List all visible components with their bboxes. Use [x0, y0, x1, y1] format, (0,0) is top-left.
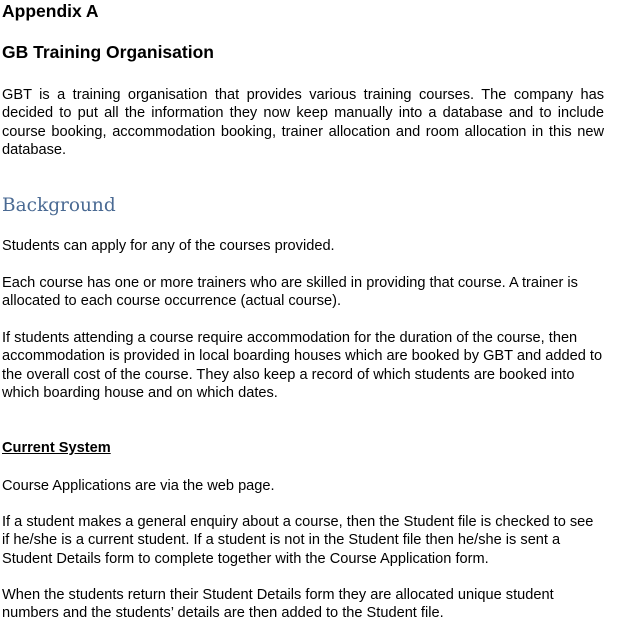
- background-paragraph-2: Each course has one or more trainers who are skilled in providing that course. A trainer is allocated to each course occurrence (actual course).: [2, 275, 578, 310]
- background-paragraph-3: If students attending a course require accommodation for the duration of the course, then accommodation is provided in local boarding houses which are booked by GBT and added to the overall cost of the course. They also keep a record of which students are booked into which boarding house and on which dates.: [2, 330, 603, 402]
- current-system-paragraph-2: If a student makes a general enquiry about a course, then the Student file is checked to see if he/she is a current student. If a student is not in the Student file then he/she is sent a Student Details form to complete together with the Course Application form.: [2, 514, 594, 567]
- intro-paragraph: GBT is a training organisation that provides various training courses. The company has decided to put all the information they now keep manually into a database and to include course booking, accommodation booking, trainer allocation and room allocation in this new database.: [2, 87, 604, 159]
- current-system-paragraph-3: When the students return their Student Details form they are allocated unique student numbers and the students’ details are then added to the Student file.: [2, 587, 554, 622]
- organisation-heading: GB Training Organisation: [2, 42, 214, 62]
- background-paragraph-1: Students can apply for any of the courses provided.: [2, 238, 335, 254]
- background-heading: Background: [2, 195, 116, 216]
- appendix-heading: Appendix A: [2, 1, 99, 21]
- current-system-paragraph-1: Course Applications are via the web page.: [2, 478, 275, 494]
- current-system-heading: Current System: [2, 440, 111, 456]
